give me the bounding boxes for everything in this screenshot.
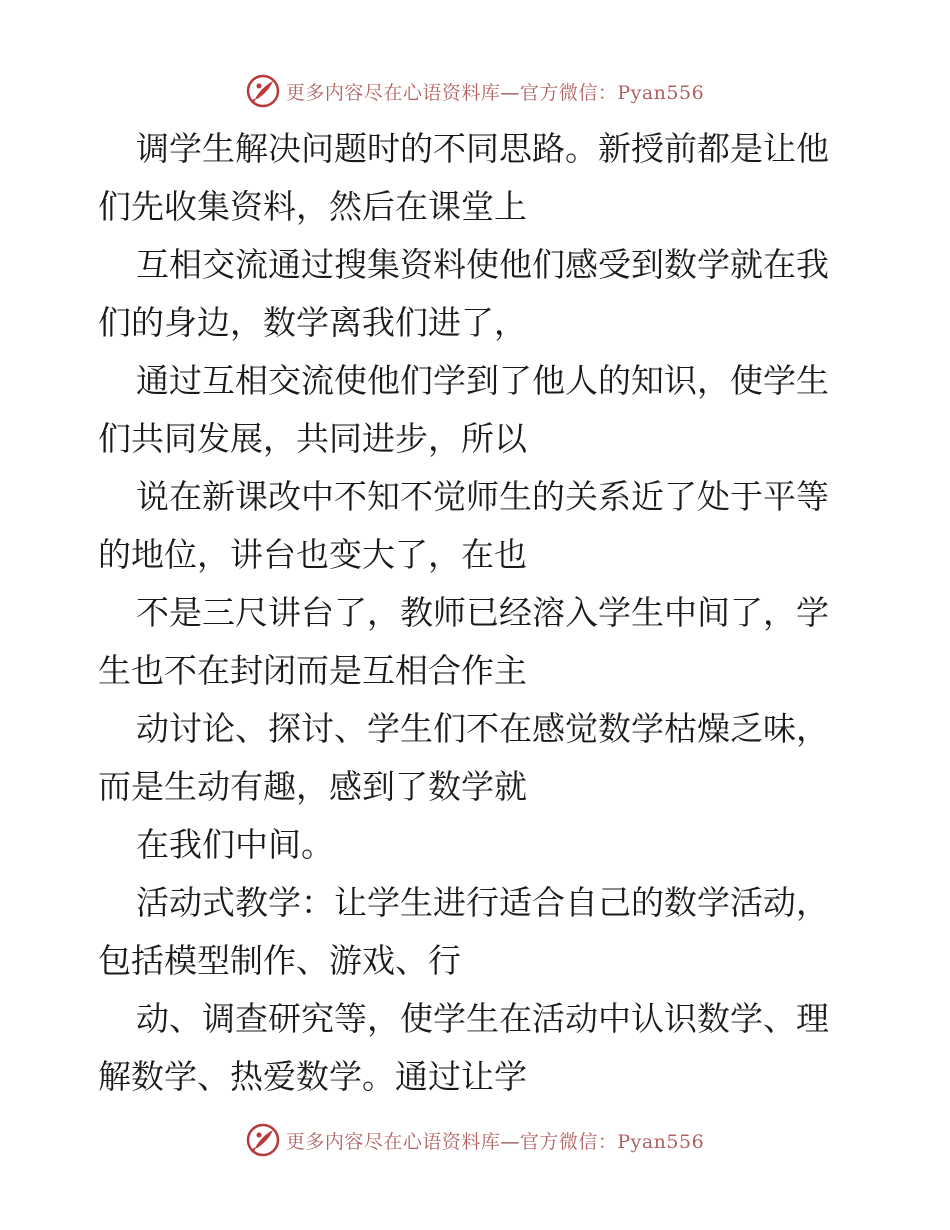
header-banner-separator: — (500, 81, 520, 104)
text-line: 们的身边，数学离我们进了， (98, 303, 527, 342)
footer-banner-separator: — (500, 1130, 520, 1153)
footer-banner-contact: 官方微信：Pyan556 (519, 1130, 705, 1153)
text-line: 不是三尺讲台了，教师已经溶入学生中间了，学 (136, 593, 829, 632)
text-line: 解数学、热爱数学。通过让学 (98, 1057, 527, 1096)
text-line: 说在新课改中不知不觉师生的关系近了处于平等 (136, 477, 829, 516)
feather-pen-logo-icon (246, 74, 280, 108)
text-line: 包括模型制作、游戏、行 (98, 941, 461, 980)
text-line: 们先收集资料，然后在课堂上 (98, 187, 527, 226)
text-line: 动、调查研究等，使学生在活动中认识数学、理 (136, 999, 829, 1038)
header-banner-text (286, 78, 704, 105)
text-line: 通过互相交流使他们学到了他人的知识，使学生 (136, 361, 829, 400)
text-line: 的地位，讲台也变大了，在也 (98, 535, 527, 574)
footer-banner-text (286, 1127, 704, 1154)
text-line: 互相交流通过搜集资料使他们感受到数学就在我 (136, 245, 829, 284)
body-text (98, 120, 858, 1106)
text-line: 动讨论、探讨、学生们不在感觉数学枯燥乏味， (136, 709, 829, 748)
header-banner-title: 更多内容尽在心语资料库 (285, 81, 501, 104)
header-banner-contact: 官方微信：Pyan556 (519, 81, 705, 104)
text-line: 而是生动有趣，感到了数学就 (98, 767, 527, 806)
text-line: 在我们中间。 (136, 825, 334, 864)
text-line: 们共同发展，共同进步，所以 (98, 419, 527, 458)
text-line: 活动式教学：让学生进行适合自己的数学活动， (136, 883, 829, 922)
text-line: 调学生解决问题时的不同思路。新授前都是让他 (136, 129, 829, 168)
text-line: 生也不在封闭而是互相合作主 (98, 651, 527, 690)
footer-banner (0, 1120, 950, 1160)
footer-banner-title: 更多内容尽在心语资料库 (285, 1130, 501, 1153)
feather-pen-logo-icon (246, 1123, 280, 1157)
header-banner (0, 71, 950, 111)
